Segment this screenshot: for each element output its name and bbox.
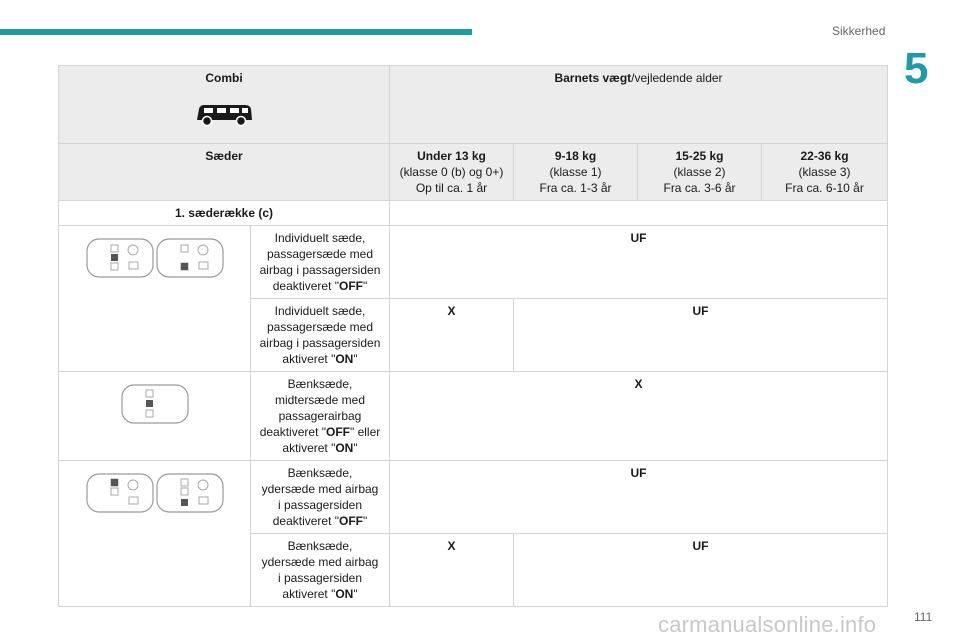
class-weight: 22-36 kg [800, 149, 849, 163]
desc-line: Bænksæde, [287, 466, 353, 480]
class-cell [514, 144, 638, 201]
row-group-label: 1. sæderække (c) [174, 206, 274, 220]
suitability-value: UF [630, 231, 647, 245]
seat-description [251, 534, 390, 607]
weight-label: Barnets vægt [554, 71, 632, 85]
seat-plan-cell [59, 226, 251, 372]
van-icon [193, 100, 255, 128]
desc-line: passagerairbag [278, 409, 362, 423]
suitability-value: X [634, 377, 643, 391]
class-age: Fra ca. 3-6 år [663, 181, 736, 195]
suitability-cell [390, 299, 514, 372]
airbag-state: OFF [339, 514, 364, 528]
seat-description [251, 372, 390, 461]
desc-line: i passagersiden [277, 571, 363, 585]
class-group: (klasse 3) [798, 165, 851, 179]
section-title: Sikkerhed [832, 24, 886, 38]
row-group-label-cell [59, 201, 390, 226]
desc-line: deaktiveret " [259, 425, 326, 439]
desc-quote: " [353, 587, 358, 601]
header-row-combi [59, 66, 888, 144]
class-cell [390, 144, 514, 201]
table-row [59, 226, 888, 299]
seat-plan-cell [59, 461, 251, 607]
weight-age-header [390, 66, 888, 144]
class-weight: 15-25 kg [675, 149, 724, 163]
desc-quote: " [363, 279, 368, 293]
seat-plan-individual-icon [85, 236, 225, 280]
combi-label: Combi [205, 71, 243, 85]
suitability-value: UF [692, 539, 709, 553]
suitability-cell [390, 372, 888, 461]
desc-line: Individuelt sæde, [274, 304, 366, 318]
class-cell [762, 144, 888, 201]
desc-line: deaktiveret " [272, 514, 340, 528]
seat-description [251, 226, 390, 299]
desc-line: Bænksæde, [287, 377, 353, 391]
seat-plan-bench-middle-icon [120, 382, 190, 426]
desc-line: Bænksæde, [287, 539, 353, 553]
desc-line: Individuelt sæde, [274, 231, 366, 245]
desc-line: airbag i passagersiden [259, 263, 381, 277]
class-cell [638, 144, 762, 201]
child-seat-table [58, 65, 888, 607]
seat-plan-cell [59, 372, 251, 461]
suitability-value: X [447, 539, 456, 553]
class-age: Fra ca. 6-10 år [785, 181, 864, 195]
top-accent-bar [0, 29, 472, 35]
desc-line: deaktiveret " [272, 279, 340, 293]
airbag-state: OFF [326, 425, 350, 439]
airbag-state: ON [335, 352, 354, 366]
row-group-empty [390, 201, 888, 226]
suitability-value: UF [630, 466, 647, 480]
desc-line: passagersæde med [266, 320, 374, 334]
suitability-value: UF [692, 304, 709, 318]
airbag-state: ON [335, 587, 354, 601]
desc-line: midtersæde med [274, 393, 366, 407]
desc-line: " eller [350, 425, 381, 439]
page-number: 111 [914, 610, 933, 624]
table-row [59, 461, 888, 534]
suitability-value: X [447, 304, 456, 318]
desc-line: aktiveret " [282, 441, 336, 455]
seats-label: Sæder [205, 149, 243, 163]
row-group [59, 201, 888, 226]
suitability-cell [514, 299, 888, 372]
class-group: (klasse 1) [549, 165, 602, 179]
desc-quote: " [353, 352, 358, 366]
airbag-state: OFF [339, 279, 364, 293]
class-weight: Under 13 kg [417, 149, 486, 163]
header-row-classes [59, 144, 888, 201]
desc-line: airbag i passagersiden [259, 336, 381, 350]
table-row [59, 372, 888, 461]
chapter-number: 5 [904, 44, 929, 93]
seat-description [251, 461, 390, 534]
class-weight: 9-18 kg [554, 149, 597, 163]
airbag-state: ON [335, 441, 354, 455]
seats-label-cell [59, 144, 390, 201]
desc-line: i passagersiden [277, 498, 363, 512]
desc-quote: " [353, 441, 358, 455]
suitability-cell [514, 534, 888, 607]
class-group: (klasse 0 (b) og 0+) [399, 165, 504, 179]
class-group: (klasse 2) [673, 165, 726, 179]
desc-line: passagersæde med [266, 247, 374, 261]
desc-line: aktiveret " [282, 352, 336, 366]
desc-line: ydersæde med airbag [261, 555, 379, 569]
suitability-cell [390, 534, 514, 607]
watermark: carmanualsonline.info [658, 612, 877, 637]
suitability-cell [390, 461, 888, 534]
desc-line: ydersæde med airbag [261, 482, 379, 496]
class-age: Fra ca. 1-3 år [539, 181, 612, 195]
combi-cell [59, 66, 390, 144]
class-age: Op til ca. 1 år [415, 181, 488, 195]
suitability-cell [390, 226, 888, 299]
seat-plan-bench-outer-icon [85, 471, 225, 515]
seat-description [251, 299, 390, 372]
desc-line: aktiveret " [282, 587, 336, 601]
desc-quote: " [363, 514, 368, 528]
age-label: /vejledende alder [631, 71, 723, 85]
